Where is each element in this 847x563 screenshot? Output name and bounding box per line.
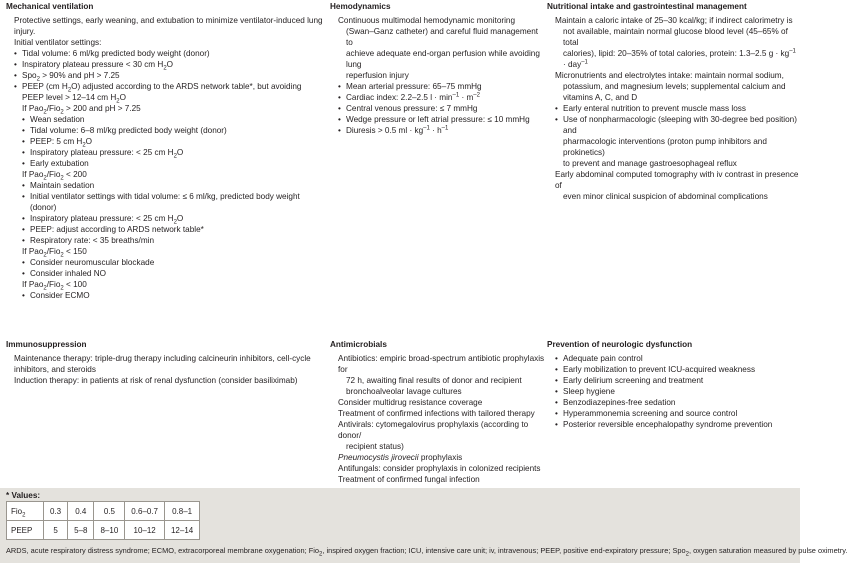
section-title: Nutritional intake and gastrointestinal management	[547, 2, 747, 11]
italic-text: Pneumocystis jirovecii	[338, 453, 419, 462]
text-fragment: O	[119, 93, 127, 102]
condition-line	[6, 246, 326, 257]
text-fragment: O	[166, 60, 174, 69]
subscript: 2	[60, 285, 64, 292]
list-item: • Early extubation	[6, 158, 326, 169]
superscript: –1	[441, 125, 449, 132]
list-item: • Sleep hygiene	[547, 386, 799, 397]
text-line: to prevent and manage gastroesophageal reflux	[563, 159, 737, 168]
text-line: Micronutrients and electrolytes intake: maintain normal sodium,	[555, 71, 784, 80]
text-fragment: · day	[563, 60, 582, 69]
list-item: • Maintain sedation	[6, 180, 326, 191]
text-fragment: O) adjusted according to the ARDS network table*, but avoiding	[71, 82, 302, 91]
list-item: • Consider neuromuscular blockade	[6, 257, 326, 268]
text-fragment: · m	[459, 93, 474, 102]
text-line: bronchoalveolar lavage cultures	[346, 387, 462, 396]
text-fragment: O	[176, 214, 184, 223]
list-item: • Early delirium screening and treatment	[547, 375, 799, 386]
text-line: Antifungals: consider prophylaxis in colonized recipients	[338, 464, 541, 473]
text-fragment: /Fio	[46, 104, 61, 113]
text-line: Continuous multimodal hemodynamic monitoring	[338, 16, 516, 25]
section-title: Hemodynamics	[330, 2, 391, 11]
text-fragment: If Pao	[22, 247, 44, 256]
table-cell: 0.6–0.7	[125, 502, 165, 521]
list-item	[6, 59, 326, 70]
subscript: 2	[685, 551, 689, 558]
table-cell: 8–10	[94, 521, 125, 540]
mechanical-ventilation-section	[6, 1, 326, 301]
table-cell: 5	[44, 521, 68, 540]
text-line: Antivirals: cytomegalovirus prophylaxis (according to donor/	[338, 420, 529, 440]
text-fragment: PEEP (cm H	[22, 82, 68, 91]
text-fragment: /Fio	[46, 280, 61, 289]
subscript: 2	[60, 252, 64, 259]
text-fragment: Spo	[22, 71, 37, 80]
superscript: –1	[789, 48, 796, 55]
subscript: 2	[22, 512, 26, 519]
subscript: 2	[60, 109, 64, 116]
list-item	[6, 147, 326, 158]
text-line	[330, 452, 545, 463]
text-fragment: ARDS, acute respiratory distress syndrome; ECMO, extracorporeal membrane oxygenation; Fio	[6, 546, 319, 555]
text-fragment: Inspiratory plateau pressure: < 25 cm H	[30, 148, 174, 157]
text-line: achieve adequate end-organ perfusion while avoiding lung	[346, 49, 540, 69]
subscript: 2	[36, 76, 40, 83]
text-line: Initial ventilator settings:	[14, 38, 102, 47]
antimicrobials-section	[330, 339, 545, 485]
list-item	[6, 70, 326, 81]
list-item: • Posterior reversible encephalopathy syndrome prevention	[547, 419, 799, 430]
list-item: • Mean arterial pressure: 65–75 mmHg	[330, 81, 545, 92]
section-title: Prevention of neurologic dysfunction	[547, 340, 693, 349]
table-header-cell: PEEP	[7, 521, 44, 540]
text-line: Induction therapy: in patients at risk of renal dysfunction (consider basiliximab)	[14, 376, 298, 385]
list-item: • Tidal volume: 6 ml/kg predicted body weight (donor)	[6, 48, 326, 59]
subscript: 2	[319, 551, 323, 558]
text-fragment: Fio	[11, 506, 23, 516]
list-item: • Early mobilization to prevent ICU-acquired weakness	[547, 364, 799, 375]
table-cell: 12–14	[164, 521, 199, 540]
subscript: 2	[43, 175, 47, 182]
text-line: recipient status)	[346, 442, 404, 451]
section-title: Mechanical ventilation	[6, 2, 94, 11]
subscript: 2	[116, 98, 120, 105]
list-item: • Central venous pressure: ≤ 7 mmHg	[330, 103, 545, 114]
text-fragment: > 200 and pH > 7.25	[63, 104, 141, 113]
text-line: Antibiotics: empiric broad-spectrum antibiotic prophylaxis for	[338, 354, 545, 374]
list-item	[6, 213, 326, 224]
text-fragment: Cardiac index: 2.2–2.5 l · min	[346, 93, 453, 102]
list-item: • Early enteral nutrition to prevent muscle mass loss	[547, 103, 799, 114]
subscript: 2	[43, 285, 47, 292]
text-fragment: > 90% and pH > 7.25	[39, 71, 120, 80]
list-item: • Benzodiazepines-free sedation	[547, 397, 799, 408]
table-cell: 0.3	[44, 502, 68, 521]
text-fragment: Inspiratory plateau pressure: < 25 cm H	[30, 214, 174, 223]
subscript: 2	[43, 109, 47, 116]
text-fragment: , oxygen saturation measured by pulse oximetry.	[688, 546, 847, 555]
section-title: Antimicrobials	[330, 340, 387, 349]
list-item: • Hyperammonemia screening and source control	[547, 408, 799, 419]
text-line: 72 h, awaiting final results of donor and recipient	[346, 376, 522, 385]
text-fragment: · h	[429, 126, 442, 135]
immunosuppression-section	[6, 339, 326, 386]
table-cell: 5–8	[68, 521, 94, 540]
text-line: pharmacologic interventions (proton pump inhibitors and prokinetics)	[563, 137, 767, 157]
list-item: • Initial ventilator settings with tidal volume: ≤ 6 ml/kg, predicted body weight (donor)	[6, 191, 326, 213]
nutrition-section	[547, 1, 799, 202]
hemodynamics-section	[330, 1, 545, 136]
list-item: • Use of nonpharmacologic (sleeping with 30-degree bed position) and	[547, 114, 799, 136]
text-line: vitamins A, C, and D	[563, 93, 638, 102]
list-item	[6, 136, 326, 147]
list-item: • Consider ECMO	[6, 290, 326, 301]
text-fragment: O	[85, 137, 93, 146]
text-line: Treatment of confirmed fungal infection	[338, 475, 480, 484]
condition-line	[6, 103, 326, 114]
list-item	[330, 125, 545, 136]
table-row	[7, 521, 200, 540]
condition-line	[6, 169, 326, 180]
text-fragment: /Fio	[46, 247, 61, 256]
text-line: Protective settings, early weaning, and extubation to minimize ventilator-induced lung injury.	[14, 16, 323, 36]
text-fragment: If Pao	[22, 170, 44, 179]
subscript: 2	[82, 142, 86, 149]
subscript: 2	[60, 175, 64, 182]
text-fragment: , inspired oxygen fraction; ICU, intensive care unit; iv, intravenous; PEEP, positive end-expiratory pressure; Spo	[322, 546, 686, 555]
text-fragment: If Pao	[22, 104, 44, 113]
list-item: • PEEP: adjust according to ARDS network table*	[6, 224, 326, 235]
text-fragment: calories), lipid: 20–35% of total calories, protein: 1.3–2.5 g · kg	[563, 49, 790, 58]
superscript: –1	[452, 92, 460, 99]
subscript: 2	[163, 65, 167, 72]
text-line: reperfusion injury	[346, 71, 409, 80]
text-fragment: O	[176, 148, 184, 157]
text-line: Consider multidrug resistance coverage	[338, 398, 483, 407]
text-fragment: PEEP: 5 cm H	[30, 137, 83, 146]
text-line	[6, 92, 326, 103]
list-item: • Consider inhaled NO	[6, 268, 326, 279]
text-fragment: If Pao	[22, 280, 44, 289]
values-title: * Values:	[6, 491, 41, 500]
text-line: Treatment of confirmed infections with tailored therapy	[338, 409, 535, 418]
subscript: 2	[43, 252, 47, 259]
text-line	[547, 48, 799, 70]
text-fragment: < 100	[63, 280, 87, 289]
text-fragment: prophylaxis	[418, 453, 463, 462]
list-item: • Adequate pain control	[547, 353, 799, 364]
table-cell: 0.5	[94, 502, 125, 521]
text-fragment: /Fio	[46, 170, 61, 179]
list-item: • Respiratory rate: < 35 breaths/min	[6, 235, 326, 246]
abbreviations-footnote	[6, 545, 847, 558]
list-item	[330, 92, 545, 103]
superscript: –1	[581, 59, 588, 66]
values-table	[6, 501, 200, 540]
text-line: Early abdominal computed tomography with iv contrast in presence of	[555, 170, 799, 190]
text-fragment: Inspiratory plateau pressure < 30 cm H	[22, 60, 164, 69]
table-cell: 0.8–1	[164, 502, 199, 521]
superscript: –1	[423, 125, 430, 132]
text-line: even minor clinical suspicion of abdominal complications	[563, 192, 768, 201]
subscript: 2	[67, 87, 72, 94]
condition-line	[6, 279, 326, 290]
subscript: 2	[173, 153, 177, 160]
text-line: not available, maintain normal glucose blood level (45–65% of total	[563, 27, 788, 47]
list-item	[6, 81, 326, 92]
text-line: potassium, and magnesium levels; supplemental calcium and	[563, 82, 786, 91]
superscript: –2	[473, 92, 480, 99]
text-fragment: PEEP level > 12–14 cm H	[22, 93, 117, 102]
text-line: Maintain a caloric intake of 25–30 kcal/kg; if indirect calorimetry is	[555, 16, 793, 25]
subscript: 2	[173, 219, 177, 226]
table-header-cell	[7, 502, 44, 521]
text-line: (Swan–Ganz catheter) and careful fluid management to	[346, 27, 539, 47]
table-cell: 10–12	[125, 521, 165, 540]
text-fragment: < 200	[63, 170, 87, 179]
list-item: • Wean sedation	[6, 114, 326, 125]
table-row	[7, 502, 200, 521]
text-fragment: Diuresis > 0.5 ml · kg	[346, 126, 424, 135]
table-cell: 0.4	[68, 502, 94, 521]
list-item: • Wedge pressure or left atrial pressure: ≤ 10 mmHg	[330, 114, 545, 125]
list-item: • Tidal volume: 6–8 ml/kg predicted body weight (donor)	[6, 125, 326, 136]
text-fragment: < 150	[63, 247, 87, 256]
text-line: Maintenance therapy: triple-drug therapy including calcineurin inhibitors, cell-cycle	[14, 354, 311, 363]
section-title: Immunosuppression	[6, 340, 87, 349]
neurologic-section	[547, 339, 799, 430]
text-line: inhibitors, and steroids	[14, 365, 96, 374]
